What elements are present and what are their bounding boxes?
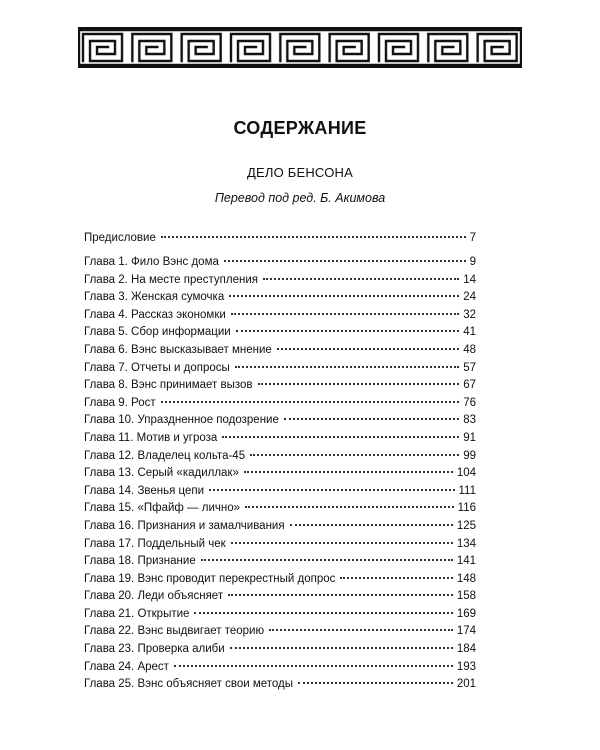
toc-entry-page: 91 — [463, 431, 476, 444]
dot-leader — [236, 330, 460, 332]
toc-entry-label: Глава 4. Рассказ экономки — [84, 308, 226, 321]
dot-leader — [222, 436, 459, 438]
toc-entry-label: Глава 5. Сбор информации — [84, 326, 231, 339]
translator-note: Перевод под ред. Б. Акимова — [214, 191, 386, 205]
toc-entry-page: 41 — [463, 326, 476, 339]
dot-leader — [161, 401, 460, 403]
toc-entry-page: 125 — [456, 519, 476, 532]
toc-entry-chapter — [84, 430, 476, 448]
toc-entry-label: Глава 6. Вэнс высказывает мнение — [84, 343, 272, 356]
toc-entry-page: 193 — [456, 660, 476, 673]
toc-entry-page: 134 — [456, 537, 476, 550]
toc-entry-page: 111 — [458, 484, 476, 497]
toc-entry-page: 104 — [456, 467, 476, 480]
toc-entry-label: Глава 8. Вэнс принимает вызов — [84, 379, 253, 392]
dot-leader — [161, 236, 466, 238]
dot-leader — [340, 577, 452, 579]
dot-leader — [194, 612, 452, 614]
toc-entry-label: Глава 7. Отчеты и допросы — [84, 361, 230, 374]
toc-entry-chapter — [84, 412, 476, 430]
toc-entry-label: Глава 15. «Пфайф — лично» — [84, 502, 241, 515]
toc-entry-label: Глава 17. Поддельный чек — [84, 537, 226, 550]
toc-entry-label: Глава 22. Вэнс выдвигает теорию — [84, 625, 265, 638]
toc-entry-label: Глава 1. Фило Вэнс дома — [84, 256, 219, 268]
toc-entry-page: 141 — [456, 555, 476, 568]
toc-entry-label: Глава 11. Мотив и угроза — [84, 431, 218, 444]
toc-entry-label: Глава 10. Упраздненное подозрение — [84, 414, 279, 427]
toc-entry-label: Глава 21. Открытие — [84, 607, 190, 620]
dot-leader — [244, 471, 453, 473]
dot-leader — [235, 366, 459, 368]
greek-key-border-icon — [78, 27, 522, 68]
toc-entry-label: Глава 19. Вэнс проводит перекрестный допрос — [84, 572, 336, 585]
toc-entry-label: Предисловие — [84, 232, 156, 244]
toc-entry-chapter — [84, 500, 476, 518]
toc-entry-page: 14 — [463, 273, 476, 286]
toc-entry-page: 99 — [463, 449, 476, 462]
dot-leader — [231, 313, 459, 315]
page-title: СОДЕРЖАНИЕ — [233, 118, 367, 138]
toc-entry-page: 184 — [456, 643, 476, 656]
toc-entry-label: Глава 12. Владелец кольта-45 — [84, 449, 246, 462]
dot-leader — [174, 665, 453, 667]
dot-leader — [258, 383, 460, 385]
toc-entry-page: 174 — [456, 625, 476, 638]
toc-entry-label: Глава 13. Серый «кадиллак» — [84, 467, 239, 480]
dot-leader — [245, 506, 454, 508]
toc-entry-label: Глава 3. Женская сумочка — [84, 291, 225, 304]
toc-entry-chapter — [84, 483, 476, 501]
toc-entry-page: 7 — [469, 232, 476, 244]
toc-entry-chapter — [84, 571, 476, 589]
toc-entry-chapter — [84, 606, 476, 624]
toc-entry-chapter — [84, 659, 476, 677]
toc-entry-chapter — [84, 553, 476, 571]
toc-entry-page: 148 — [456, 572, 476, 585]
toc-entry-page: 116 — [457, 502, 476, 515]
dot-leader — [263, 278, 459, 280]
dot-leader — [284, 418, 459, 420]
toc-entry-label: Глава 9. Рост — [84, 396, 156, 409]
toc-entry-chapter — [84, 641, 476, 659]
toc-entry-label: Глава 25. Вэнс объясняет свои методы — [84, 678, 294, 691]
dot-leader — [201, 559, 453, 561]
toc-entry-page: 57 — [463, 361, 476, 374]
toc-entry-label: Глава 24. Арест — [84, 660, 169, 673]
toc-entry-chapter — [84, 588, 476, 606]
toc-entry-page: 9 — [469, 256, 476, 268]
dot-leader — [250, 454, 459, 456]
dot-leader — [298, 682, 453, 684]
toc-entry-page: 48 — [463, 343, 476, 356]
toc-entry-page: 67 — [463, 379, 476, 392]
toc-entry-chapter — [84, 254, 476, 272]
toc-entry-chapter — [84, 342, 476, 360]
dot-leader — [290, 524, 453, 526]
toc-entry-label: Глава 16. Признания и замалчивания — [84, 519, 285, 532]
toc-entry-chapter — [84, 518, 476, 536]
toc-entry-label: Глава 23. Проверка алиби — [84, 643, 225, 656]
toc-entry-page: 169 — [456, 607, 476, 620]
toc-entry-chapter — [84, 465, 476, 483]
toc-entry-page: 32 — [463, 308, 476, 321]
book-title: ДЕЛО БЕНСОНА — [247, 165, 353, 180]
toc-entry-chapter — [84, 272, 476, 290]
dot-leader — [228, 594, 453, 596]
toc-entry-chapter — [84, 395, 476, 413]
toc-entry-preface — [84, 230, 476, 248]
toc-entry-chapter — [84, 324, 476, 342]
toc-entry-page: 158 — [456, 590, 476, 603]
toc-preface — [84, 230, 476, 248]
toc-entry-chapter — [84, 360, 476, 378]
toc-entry-chapter — [84, 676, 476, 694]
dot-leader — [209, 489, 454, 491]
dot-leader — [231, 542, 453, 544]
toc-entry-label: Глава 14. Звенья цепи — [84, 484, 205, 497]
toc-entry-chapter — [84, 536, 476, 554]
toc-entry-page: 24 — [463, 291, 476, 304]
dot-leader — [229, 295, 459, 297]
toc-entry-page: 76 — [463, 396, 476, 409]
toc-entry-label: Глава 2. На месте преступления — [84, 273, 258, 286]
dot-leader — [230, 647, 453, 649]
toc-entry-chapter — [84, 377, 476, 395]
toc-entry-chapter — [84, 623, 476, 641]
toc-entry-chapter — [84, 448, 476, 466]
toc-entry-chapter — [84, 289, 476, 307]
toc-entry-chapter — [84, 307, 476, 325]
dot-leader — [269, 629, 453, 631]
dot-leader — [277, 348, 459, 350]
toc-entry-page: 83 — [463, 414, 476, 427]
toc-entry-label: Глава 20. Леди объясняет — [84, 590, 224, 603]
toc-entry-page: 201 — [456, 678, 476, 691]
toc-entry-label: Глава 18. Признание — [84, 555, 196, 568]
dot-leader — [224, 260, 466, 262]
toc-chapter-list — [84, 254, 476, 694]
